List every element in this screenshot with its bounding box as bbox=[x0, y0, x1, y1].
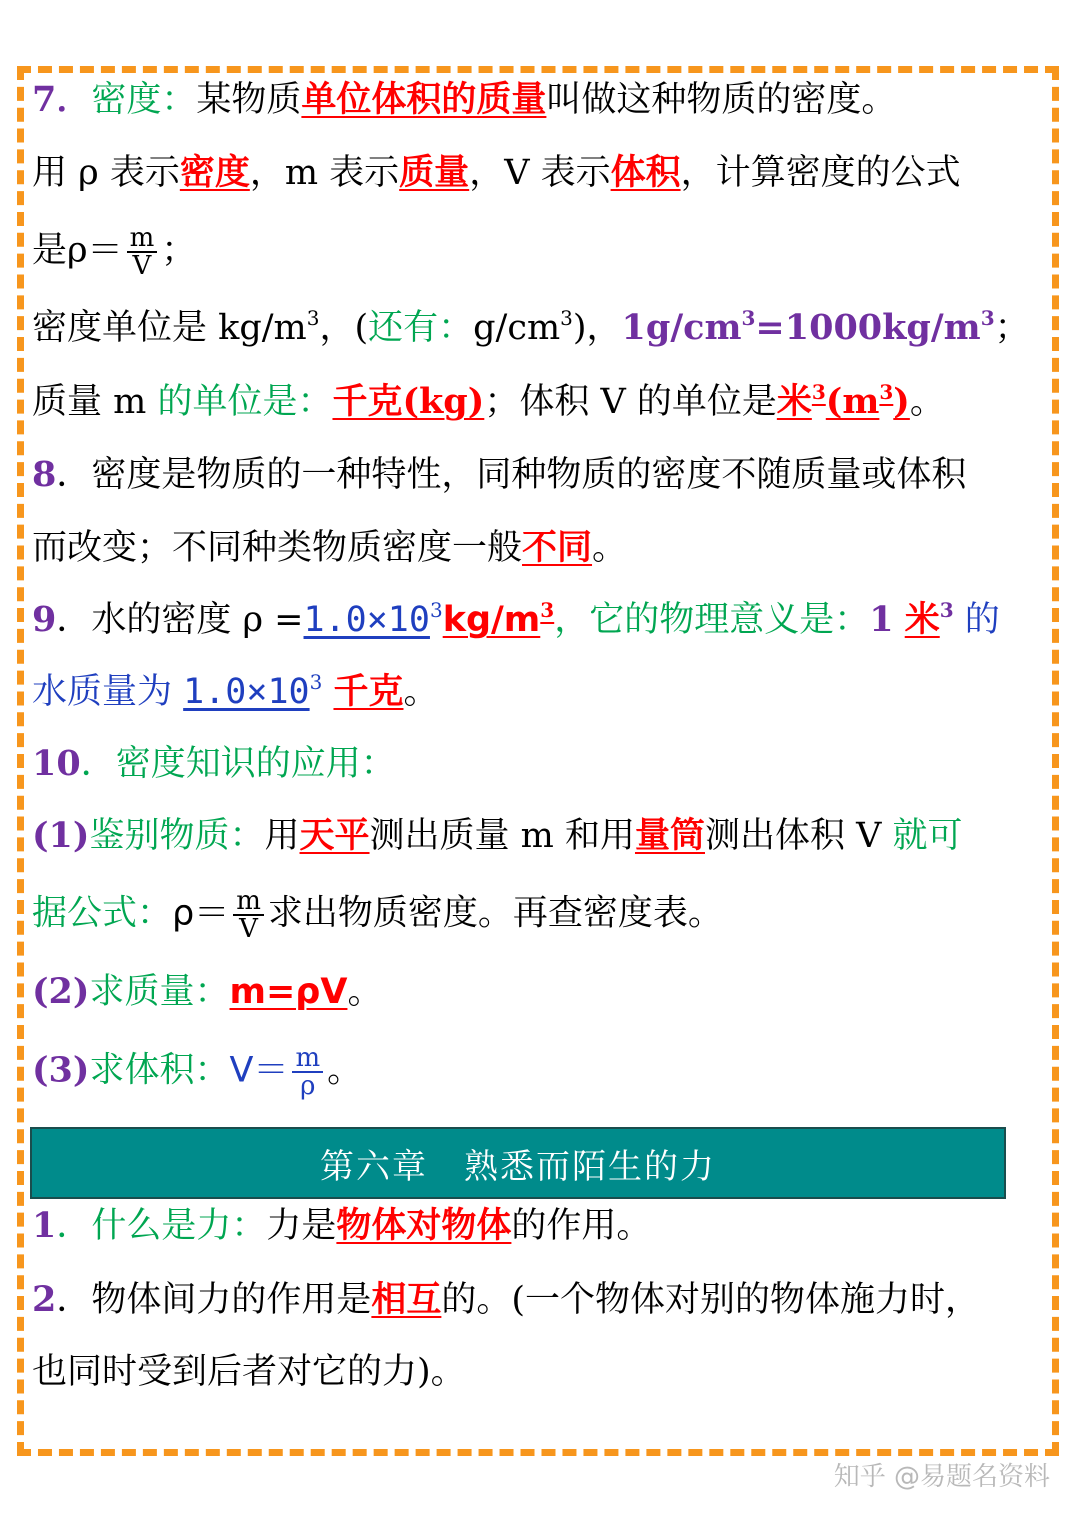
keyword: 千克 bbox=[333, 671, 404, 712]
item-number: 1 bbox=[32, 1205, 57, 1246]
text: 也同时受到后者对它的力)。 bbox=[32, 1352, 466, 1392]
text: ．物体间力的作用是 bbox=[56, 1280, 372, 1320]
text: ； bbox=[161, 230, 197, 271]
item-heading: 密度： bbox=[91, 80, 197, 120]
superscript: 3 bbox=[879, 380, 894, 404]
text: ； bbox=[994, 308, 1030, 348]
item-number: 2 bbox=[32, 1279, 57, 1320]
text: 测出质量 m 和用 bbox=[369, 816, 635, 856]
c1-line bbox=[32, 1204, 1010, 1248]
s7-line-2 bbox=[32, 151, 1010, 195]
keyword: 不同 bbox=[522, 527, 593, 568]
text: 用 ρ 表示 bbox=[32, 153, 180, 193]
text: ；体积 V 的单位是 bbox=[484, 382, 777, 422]
superscript: 3 bbox=[980, 306, 995, 330]
text: 。 bbox=[909, 382, 945, 422]
green-text: 鉴别物质： bbox=[89, 816, 265, 856]
s10-p2 bbox=[32, 970, 1010, 1014]
text: ，V 表示 bbox=[469, 153, 611, 193]
text: 力是 bbox=[266, 1206, 337, 1246]
green-text: 的单位是： bbox=[157, 382, 333, 422]
purple-text: =1000kg/m bbox=[755, 307, 981, 348]
numerator: m bbox=[233, 888, 264, 916]
keyword: 单位体积的质量 bbox=[301, 79, 547, 120]
green-text: 据公式： bbox=[32, 893, 173, 934]
superscript: 3 bbox=[939, 598, 954, 622]
keyword: 质量 bbox=[399, 152, 470, 193]
denominator: ρ bbox=[300, 1071, 316, 1101]
green-text: 就可 bbox=[892, 816, 963, 856]
text: 质量 m bbox=[32, 382, 158, 422]
keyword: 米 bbox=[776, 381, 812, 422]
green-text: 还有： bbox=[368, 308, 474, 348]
text: ，( bbox=[319, 308, 369, 348]
text: ．水的密度 ρ = bbox=[56, 600, 304, 640]
numerator: m bbox=[292, 1045, 323, 1073]
superscript: 3 bbox=[811, 380, 826, 404]
keyword: ) bbox=[893, 381, 910, 422]
green-text: ，它的物理意义是： bbox=[554, 600, 870, 640]
item-number: 9 bbox=[32, 599, 57, 640]
item-number: 8 bbox=[32, 454, 57, 495]
green-text: 求质量： bbox=[89, 972, 230, 1012]
text: 某物质 bbox=[196, 80, 302, 120]
text: 是ρ＝ bbox=[32, 230, 123, 271]
keyword: (m bbox=[825, 381, 880, 422]
text: 用 bbox=[264, 816, 300, 856]
superscript: 3 bbox=[540, 598, 555, 622]
keyword: kg/m bbox=[442, 600, 541, 640]
c2-line-2 bbox=[32, 1350, 1010, 1394]
s7-line-4 bbox=[32, 306, 1030, 350]
s7-line-1 bbox=[32, 78, 1010, 122]
superscript: 3 bbox=[429, 598, 443, 622]
superscript: 3 bbox=[741, 306, 756, 330]
item-number: 10 bbox=[32, 743, 81, 784]
superscript: 3 bbox=[306, 306, 320, 330]
text: g/cm bbox=[473, 308, 561, 348]
purple-text: 1 bbox=[869, 599, 894, 640]
s9-line-2 bbox=[32, 670, 1010, 714]
text: )， bbox=[572, 308, 622, 348]
s10-p1-line-2 bbox=[32, 888, 1010, 942]
keyword: 千克(kg) bbox=[332, 381, 485, 422]
text: 的作用。 bbox=[511, 1206, 652, 1246]
text: 测出体积 V bbox=[705, 816, 893, 856]
blue-text: 的 bbox=[964, 600, 1000, 640]
text: 叫做这种物质的密度。 bbox=[546, 80, 897, 120]
sub-number: (1) bbox=[32, 815, 90, 856]
text: 。 bbox=[403, 672, 439, 712]
text: 而改变；不同种类物质密度一般 bbox=[32, 528, 523, 568]
s9-line-1 bbox=[32, 598, 1010, 642]
value: 1.0×10 bbox=[183, 672, 310, 712]
text: ．密度是物质的一种特性，同种物质的密度不随质量或体积 bbox=[56, 455, 967, 495]
sub-number: (3) bbox=[32, 1049, 90, 1091]
c2-line-1 bbox=[32, 1278, 1010, 1322]
text: 。 bbox=[327, 1050, 363, 1091]
keyword: 量筒 bbox=[634, 815, 705, 856]
purple-text: 1g/cm bbox=[621, 307, 742, 348]
green-text: 求体积： bbox=[89, 1050, 230, 1091]
s10-p1-line-1 bbox=[32, 814, 1010, 858]
keyword: m=ρV bbox=[229, 972, 348, 1012]
s8-line-2 bbox=[32, 526, 1010, 570]
keyword: 天平 bbox=[299, 815, 370, 856]
text: 。 bbox=[347, 972, 383, 1012]
keyword: 体积 bbox=[610, 152, 681, 193]
superscript: 3 bbox=[309, 670, 323, 694]
item-number: 7． bbox=[32, 79, 92, 120]
text: 密度单位是 kg/m bbox=[32, 308, 307, 348]
text: ，计算密度的公式 bbox=[680, 153, 961, 193]
formula: ρ＝ bbox=[172, 893, 230, 934]
keyword: 密度 bbox=[179, 152, 250, 193]
s10-p3 bbox=[32, 1045, 1010, 1099]
density-fraction bbox=[233, 888, 264, 942]
text: ，m 表示 bbox=[249, 153, 400, 193]
sub-number: (2) bbox=[32, 971, 90, 1012]
s7-line-3 bbox=[32, 225, 1010, 279]
denominator: V bbox=[132, 251, 152, 281]
s8-line-1 bbox=[32, 453, 1010, 497]
s7-line-5 bbox=[32, 380, 1010, 424]
keyword: 相互 bbox=[371, 1279, 442, 1320]
value: 1.0×10 bbox=[303, 600, 430, 640]
numerator: m bbox=[127, 225, 158, 253]
item-heading: ．什么是力： bbox=[56, 1206, 267, 1246]
keyword: 米 bbox=[904, 599, 940, 640]
chapter-banner: 第六章 熟悉而陌生的力 bbox=[30, 1127, 1006, 1199]
formula: V＝ bbox=[229, 1050, 289, 1091]
keyword: 物体对物体 bbox=[336, 1205, 512, 1246]
blue-text: 水质量为 bbox=[32, 672, 173, 712]
s10-heading bbox=[32, 742, 1010, 786]
text: 。 bbox=[592, 528, 628, 568]
text: 求出物质密度。再查密度表。 bbox=[267, 893, 723, 934]
text: 的。(一个物体对别的物体施力时， bbox=[441, 1280, 981, 1320]
density-fraction bbox=[127, 225, 158, 279]
watermark: 知乎 @易题名资料 bbox=[833, 1462, 1050, 1492]
superscript: 3 bbox=[560, 306, 573, 330]
volume-fraction bbox=[292, 1045, 323, 1099]
denominator: V bbox=[239, 914, 258, 944]
item-heading: ．密度知识的应用： bbox=[80, 744, 396, 784]
